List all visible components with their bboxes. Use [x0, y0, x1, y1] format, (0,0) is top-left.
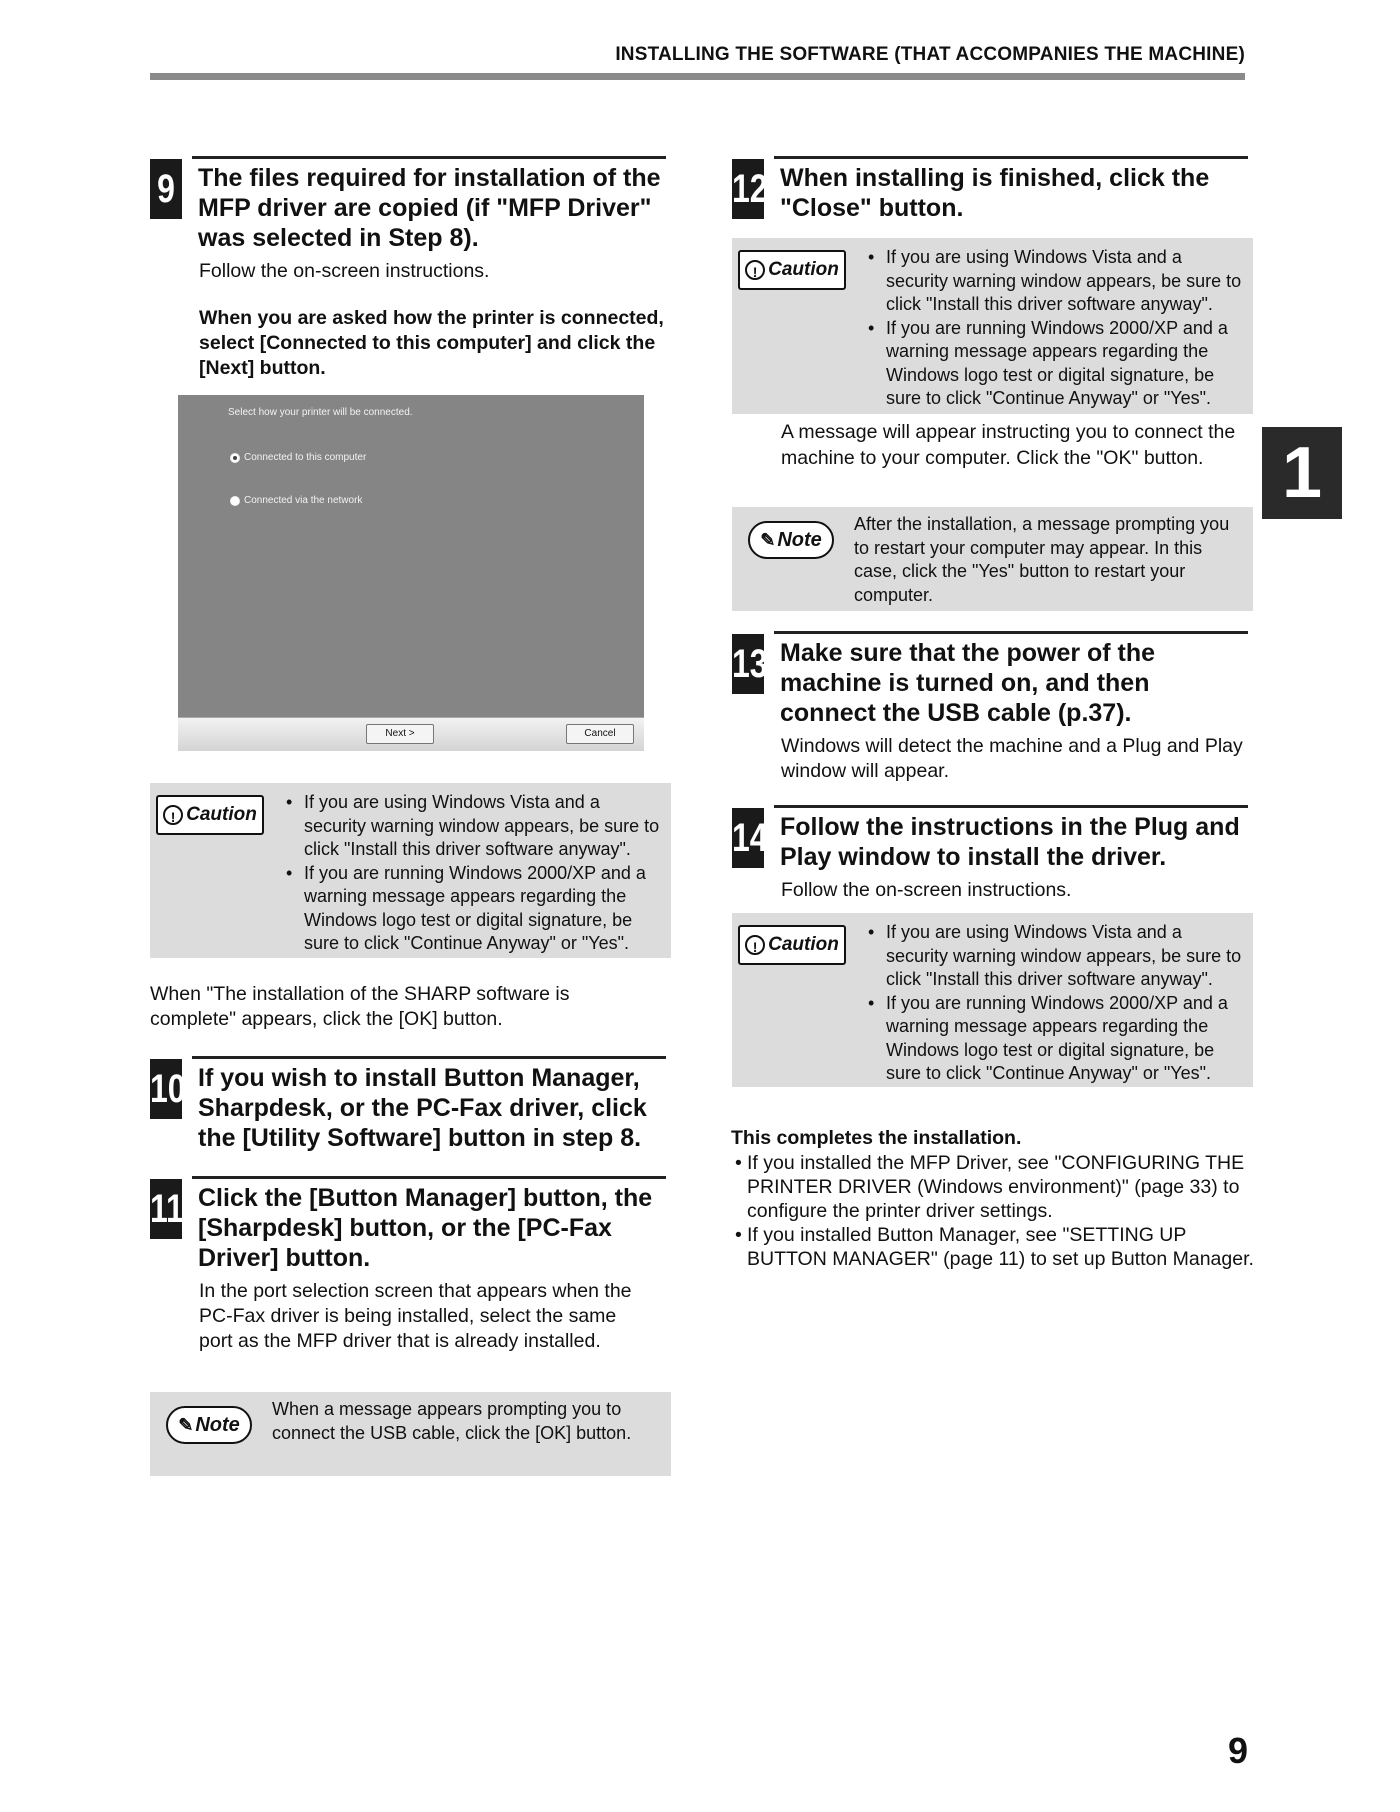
note-box — [150, 1392, 671, 1476]
next-button[interactable]: Next > — [366, 724, 434, 744]
completion-section — [731, 1126, 1261, 1271]
page-number: 9 — [1228, 1730, 1249, 1771]
chapter-tab: 1 — [1262, 427, 1342, 519]
step-13 — [732, 631, 1248, 784]
caution-item: • If you are running Windows 2000/XP and a warning message appears regarding the Windows logo test or digital signature, be sure to click "Continue Anyway" or "Yes". — [868, 992, 1247, 1086]
step-text: Follow the on-screen instructions. — [781, 879, 1072, 901]
radio-connected-network[interactable] — [230, 496, 240, 506]
option-connected-network: Connected via the network — [244, 495, 363, 506]
caution-badge — [738, 250, 846, 290]
caution-label: Caution — [768, 934, 839, 955]
completion-message-text: When "The installation of the SHARP software is complete" appears, click the [OK] button. — [150, 983, 570, 1030]
exclamation-icon: ! — [745, 260, 765, 280]
note-text: When a message appears prompting you to connect the USB cable, click the [OK] button. — [272, 1399, 632, 1443]
caution-list — [264, 783, 671, 958]
step-instruction: When you are asked how the printer is connected, select [Connected to this computer] and click the [Next] button. — [199, 307, 664, 379]
pencil-icon: ✎ — [178, 1414, 194, 1435]
step-number: 13 — [732, 634, 764, 694]
caution-label: Caution — [768, 259, 839, 280]
step-text: Follow the on-screen instructions. — [199, 260, 490, 282]
radio-connected-computer[interactable] — [230, 453, 240, 463]
cancel-button[interactable]: Cancel — [566, 724, 634, 744]
caution-list — [846, 913, 1253, 1087]
caution-badge — [738, 925, 846, 965]
header-rule — [150, 73, 1245, 80]
caution-item: • If you are running Windows 2000/XP and a warning message appears regarding the Windows logo test or digital signature, be sure to click "Continue Anyway" or "Yes". — [868, 317, 1247, 411]
completion-list — [731, 1151, 1261, 1271]
pencil-icon: ✎ — [760, 529, 776, 550]
completion-title: This completes the installation. — [731, 1127, 1022, 1149]
step-title: Click the [Button Manager] button, the [Sharpdesk] button, or the [PC-Fax Driver] button. — [198, 1184, 653, 1272]
completion-item: • If you installed Button Manager, see "SETTING UP BUTTON MANAGER" (page 11) to set up Button Manager. — [731, 1223, 1261, 1271]
note-badge — [166, 1406, 252, 1444]
step-text: Windows will detect the machine and a Plug and Play window will appear. — [781, 735, 1243, 782]
step-title: Make sure that the power of the machine is turned on, and then connect the USB cable (p.37). — [780, 639, 1156, 727]
note-label: Note — [195, 1413, 240, 1436]
caution-badge — [156, 795, 264, 835]
step-number: 9 — [150, 159, 182, 219]
caution-list — [846, 238, 1253, 414]
step-title: When installing is finished, click the "Close" button. — [780, 164, 1210, 222]
caution-item: • If you are using Windows Vista and a security warning window appears, be sure to click "Install this driver software anyway". — [286, 791, 665, 862]
caution-box — [732, 913, 1253, 1087]
step-10 — [150, 1056, 666, 1153]
caution-item: • If you are using Windows Vista and a security warning window appears, be sure to click "Install this driver software anyway". — [868, 246, 1247, 317]
step-12 — [732, 156, 1248, 223]
step-9 — [150, 156, 666, 381]
exclamation-icon: ! — [163, 805, 183, 825]
step-title: The files required for installation of the MFP driver are copied (if "MFP Driver" was selected in Step 8). — [198, 164, 661, 252]
step-text: A message will appear instructing you to connect the machine to your computer. Click the "OK" button. — [781, 421, 1236, 469]
exclamation-icon: ! — [745, 935, 765, 955]
option-connected-computer: Connected to this computer — [244, 452, 367, 463]
step-11 — [150, 1176, 666, 1354]
step-text: In the port selection screen that appears when the PC-Fax driver is being installed, select the same port as the MFP driver that is already installed. — [199, 1280, 632, 1352]
installer-screenshot — [178, 395, 644, 750]
installer-dialog — [178, 395, 644, 717]
note-badge — [748, 521, 834, 559]
note-text: After the installation, a message prompting you to restart your computer may appear. In this case, click the "Yes" button to restart your computer. — [854, 514, 1230, 605]
step-number: 12 — [732, 159, 764, 219]
connection-prompt: Select how your printer will be connected. — [228, 407, 413, 418]
step-14 — [732, 805, 1248, 903]
step-number: 11 — [150, 1179, 182, 1239]
note-box — [732, 507, 1253, 611]
caution-item: • If you are running Windows 2000/XP and a warning message appears regarding the Windows logo test or digital signature, be sure to click "Continue Anyway" or "Yes". — [286, 862, 665, 956]
step-title: Follow the instructions in the Plug and Play window to install the driver. — [780, 813, 1240, 871]
caution-box — [150, 783, 671, 958]
caution-label: Caution — [186, 804, 257, 825]
step-number: 14 — [732, 808, 764, 868]
note-label: Note — [777, 528, 822, 551]
caution-item: • If you are using Windows Vista and a security warning window appears, be sure to click "Install this driver software anyway". — [868, 921, 1247, 992]
page-header-title: INSTALLING THE SOFTWARE (THAT ACCOMPANIES THE MACHINE) — [615, 44, 1245, 65]
installer-button-bar — [178, 717, 644, 751]
step-title: If you wish to install Button Manager, Sharpdesk, or the PC-Fax driver, click the [Utility Software] button in step 8. — [198, 1064, 647, 1152]
step-number: 10 — [150, 1059, 182, 1119]
caution-box — [732, 238, 1253, 414]
completion-item: • If you installed the MFP Driver, see "CONFIGURING THE PRINTER DRIVER (Windows environment)" (page 33) to configure the printer driver settings. — [731, 1151, 1261, 1223]
